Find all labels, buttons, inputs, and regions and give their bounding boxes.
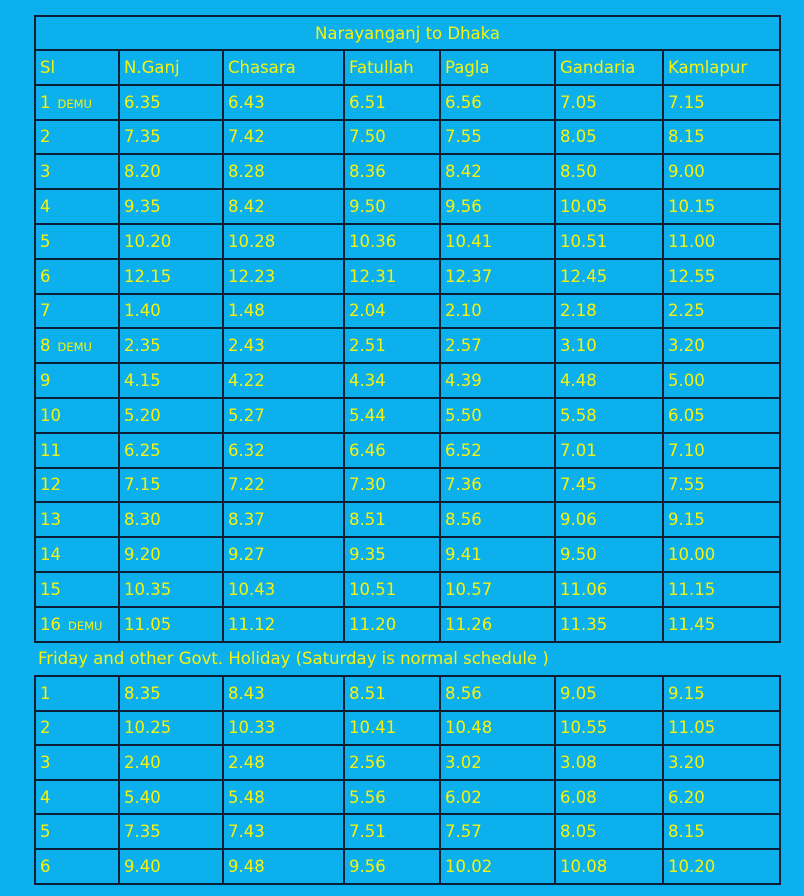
serial-cell — [35, 745, 119, 780]
serial-number: 6 — [40, 856, 51, 876]
table-row — [35, 537, 780, 572]
time-cell: 9.48 — [223, 849, 344, 884]
serial-cell — [35, 189, 119, 224]
time-cell: 5.40 — [119, 780, 223, 815]
serial-number: 16 — [40, 614, 61, 634]
time-cell: 11.12 — [223, 607, 344, 642]
time-cell: 7.30 — [344, 468, 440, 503]
holiday-note: Friday and other Govt. Holiday (Saturday is normal schedule ) — [38, 649, 549, 668]
header-row — [35, 50, 780, 85]
serial-number: 8 — [40, 336, 51, 356]
header-chasara: Chasara — [223, 50, 344, 85]
time-cell: 2.04 — [344, 294, 440, 329]
table-row — [35, 745, 780, 780]
serial-number: 3 — [40, 162, 51, 182]
serial-number: 13 — [40, 510, 61, 530]
serial-cell — [35, 814, 119, 849]
time-cell: 10.08 — [555, 849, 663, 884]
time-cell: 5.50 — [440, 398, 555, 433]
serial-cell — [35, 154, 119, 189]
time-cell: 2.35 — [119, 328, 223, 363]
time-cell: 10.35 — [119, 572, 223, 607]
table-row — [35, 294, 780, 329]
time-cell: 7.05 — [555, 85, 663, 120]
serial-number: 6 — [40, 266, 51, 286]
time-cell: 8.15 — [663, 814, 780, 849]
serial-cell — [35, 294, 119, 329]
time-cell: 3.02 — [440, 745, 555, 780]
time-cell: 9.56 — [440, 189, 555, 224]
time-cell: 1.40 — [119, 294, 223, 329]
table-row — [35, 398, 780, 433]
time-cell: 7.50 — [344, 120, 440, 155]
time-cell: 4.15 — [119, 363, 223, 398]
serial-cell — [35, 85, 119, 120]
train-type-tag: DEMU — [57, 340, 92, 355]
time-cell: 7.36 — [440, 468, 555, 503]
serial-cell — [35, 259, 119, 294]
time-cell: 12.37 — [440, 259, 555, 294]
time-cell: 10.55 — [555, 711, 663, 746]
serial-cell — [35, 849, 119, 884]
serial-number: 3 — [40, 752, 51, 772]
time-cell: 6.05 — [663, 398, 780, 433]
table-row — [35, 468, 780, 503]
table-row — [35, 154, 780, 189]
time-cell: 10.20 — [119, 224, 223, 259]
time-cell: 1.48 — [223, 294, 344, 329]
serial-cell — [35, 363, 119, 398]
time-cell: 2.43 — [223, 328, 344, 363]
time-cell: 2.40 — [119, 745, 223, 780]
table-row — [35, 676, 780, 711]
time-cell: 7.22 — [223, 468, 344, 503]
table-row — [35, 814, 780, 849]
time-cell: 6.52 — [440, 433, 555, 468]
serial-number: 4 — [40, 787, 51, 807]
time-cell: 11.00 — [663, 224, 780, 259]
time-cell: 10.02 — [440, 849, 555, 884]
time-cell: 5.44 — [344, 398, 440, 433]
time-cell: 10.36 — [344, 224, 440, 259]
time-cell: 2.10 — [440, 294, 555, 329]
time-cell: 7.45 — [555, 468, 663, 503]
serial-number: 10 — [40, 405, 61, 425]
serial-cell — [35, 224, 119, 259]
time-cell: 5.56 — [344, 780, 440, 815]
time-cell: 8.51 — [344, 676, 440, 711]
table-row — [35, 259, 780, 294]
time-cell: 4.48 — [555, 363, 663, 398]
time-cell: 12.23 — [223, 259, 344, 294]
time-cell: 7.35 — [119, 120, 223, 155]
serial-number: 2 — [40, 718, 51, 738]
time-cell: 7.15 — [663, 85, 780, 120]
time-cell: 10.25 — [119, 711, 223, 746]
header-nganj: N.Ganj — [119, 50, 223, 85]
time-cell: 10.05 — [555, 189, 663, 224]
time-cell: 10.41 — [344, 711, 440, 746]
time-cell: 9.41 — [440, 537, 555, 572]
time-cell: 3.10 — [555, 328, 663, 363]
serial-number: 1 — [40, 92, 51, 112]
time-cell: 2.25 — [663, 294, 780, 329]
table-row — [35, 780, 780, 815]
time-cell: 10.57 — [440, 572, 555, 607]
table-row — [35, 224, 780, 259]
time-cell: 12.31 — [344, 259, 440, 294]
time-cell: 6.08 — [555, 780, 663, 815]
serial-cell — [35, 607, 119, 642]
time-cell: 8.37 — [223, 502, 344, 537]
time-cell: 6.35 — [119, 85, 223, 120]
time-cell: 8.43 — [223, 676, 344, 711]
serial-number: 14 — [40, 545, 61, 565]
time-cell: 10.51 — [344, 572, 440, 607]
train-type-tag: DEMU — [68, 618, 103, 633]
time-cell: 11.35 — [555, 607, 663, 642]
time-cell: 8.05 — [555, 814, 663, 849]
time-cell: 8.50 — [555, 154, 663, 189]
time-cell: 7.57 — [440, 814, 555, 849]
serial-cell — [35, 433, 119, 468]
serial-number: 4 — [40, 197, 51, 217]
time-cell: 8.30 — [119, 502, 223, 537]
schedule-table — [34, 15, 781, 643]
time-cell: 9.35 — [119, 189, 223, 224]
time-cell: 9.40 — [119, 849, 223, 884]
time-cell: 5.00 — [663, 363, 780, 398]
time-cell: 9.05 — [555, 676, 663, 711]
time-cell: 9.27 — [223, 537, 344, 572]
table-row — [35, 85, 780, 120]
time-cell: 11.20 — [344, 607, 440, 642]
time-cell: 8.56 — [440, 676, 555, 711]
time-cell: 7.35 — [119, 814, 223, 849]
table-row — [35, 328, 780, 363]
header-sl: Sl — [35, 50, 119, 85]
serial-cell — [35, 120, 119, 155]
time-cell: 4.34 — [344, 363, 440, 398]
table-row — [35, 120, 780, 155]
time-cell: 9.06 — [555, 502, 663, 537]
time-cell: 9.35 — [344, 537, 440, 572]
time-cell: 3.20 — [663, 745, 780, 780]
train-type-tag: DEMU — [57, 96, 92, 111]
time-cell: 4.39 — [440, 363, 555, 398]
serial-number: 1 — [40, 683, 51, 703]
time-cell: 10.51 — [555, 224, 663, 259]
time-cell: 12.15 — [119, 259, 223, 294]
time-cell: 10.41 — [440, 224, 555, 259]
time-cell: 9.50 — [555, 537, 663, 572]
time-cell: 8.35 — [119, 676, 223, 711]
time-cell: 8.42 — [223, 189, 344, 224]
serial-cell — [35, 572, 119, 607]
page-title: Narayanganj to Dhaka — [35, 16, 780, 50]
time-cell: 7.42 — [223, 120, 344, 155]
time-cell: 8.51 — [344, 502, 440, 537]
time-cell: 7.55 — [663, 468, 780, 503]
time-cell: 6.32 — [223, 433, 344, 468]
time-cell: 11.26 — [440, 607, 555, 642]
time-cell: 7.01 — [555, 433, 663, 468]
table-row — [35, 849, 780, 884]
header-kamlapur: Kamlapur — [663, 50, 780, 85]
time-cell: 8.20 — [119, 154, 223, 189]
time-cell: 8.15 — [663, 120, 780, 155]
time-cell: 7.43 — [223, 814, 344, 849]
time-cell: 10.20 — [663, 849, 780, 884]
time-cell: 9.20 — [119, 537, 223, 572]
time-cell: 8.42 — [440, 154, 555, 189]
time-cell: 8.05 — [555, 120, 663, 155]
time-cell: 2.51 — [344, 328, 440, 363]
time-cell: 6.25 — [119, 433, 223, 468]
time-cell: 4.22 — [223, 363, 344, 398]
time-cell: 11.05 — [663, 711, 780, 746]
time-cell: 10.33 — [223, 711, 344, 746]
serial-number: 15 — [40, 579, 61, 599]
time-cell: 5.20 — [119, 398, 223, 433]
time-cell: 2.18 — [555, 294, 663, 329]
time-cell: 5.27 — [223, 398, 344, 433]
time-cell: 8.56 — [440, 502, 555, 537]
time-cell: 9.50 — [344, 189, 440, 224]
serial-cell — [35, 711, 119, 746]
time-cell: 2.56 — [344, 745, 440, 780]
time-cell: 8.28 — [223, 154, 344, 189]
time-cell: 10.28 — [223, 224, 344, 259]
header-pagla: Pagla — [440, 50, 555, 85]
time-cell: 11.05 — [119, 607, 223, 642]
time-cell: 11.45 — [663, 607, 780, 642]
serial-cell — [35, 398, 119, 433]
time-cell: 7.55 — [440, 120, 555, 155]
table-row — [35, 502, 780, 537]
table-row — [35, 189, 780, 224]
serial-cell — [35, 468, 119, 503]
time-cell: 9.00 — [663, 154, 780, 189]
serial-cell — [35, 537, 119, 572]
serial-number: 7 — [40, 301, 51, 321]
serial-number: 5 — [40, 822, 51, 842]
serial-cell — [35, 328, 119, 363]
time-cell: 10.43 — [223, 572, 344, 607]
table-row — [35, 363, 780, 398]
time-cell: 6.51 — [344, 85, 440, 120]
serial-cell — [35, 676, 119, 711]
time-cell: 6.20 — [663, 780, 780, 815]
time-cell: 2.57 — [440, 328, 555, 363]
time-cell: 6.56 — [440, 85, 555, 120]
time-cell: 9.15 — [663, 676, 780, 711]
serial-number: 2 — [40, 127, 51, 147]
time-cell: 11.15 — [663, 572, 780, 607]
time-cell: 7.10 — [663, 433, 780, 468]
time-cell: 6.02 — [440, 780, 555, 815]
table-row — [35, 572, 780, 607]
time-cell: 10.15 — [663, 189, 780, 224]
time-cell: 2.48 — [223, 745, 344, 780]
time-cell: 10.48 — [440, 711, 555, 746]
time-cell: 12.55 — [663, 259, 780, 294]
time-cell: 9.56 — [344, 849, 440, 884]
time-cell: 12.45 — [555, 259, 663, 294]
header-gandaria: Gandaria — [555, 50, 663, 85]
serial-number: 9 — [40, 371, 51, 391]
serial-number: 11 — [40, 440, 61, 460]
time-cell: 5.58 — [555, 398, 663, 433]
table-row — [35, 711, 780, 746]
time-cell: 11.06 — [555, 572, 663, 607]
holiday-schedule-table — [34, 675, 781, 885]
header-fatullah: Fatullah — [344, 50, 440, 85]
time-cell: 3.20 — [663, 328, 780, 363]
time-cell: 7.15 — [119, 468, 223, 503]
time-cell: 9.15 — [663, 502, 780, 537]
time-cell: 6.46 — [344, 433, 440, 468]
time-cell: 5.48 — [223, 780, 344, 815]
time-cell: 6.43 — [223, 85, 344, 120]
table-row — [35, 607, 780, 642]
time-cell: 10.00 — [663, 537, 780, 572]
serial-number: 5 — [40, 231, 51, 251]
time-cell: 3.08 — [555, 745, 663, 780]
time-cell: 7.51 — [344, 814, 440, 849]
table-row — [35, 433, 780, 468]
serial-number: 12 — [40, 475, 61, 495]
serial-cell — [35, 780, 119, 815]
title-row — [35, 16, 780, 50]
serial-cell — [35, 502, 119, 537]
time-cell: 8.36 — [344, 154, 440, 189]
